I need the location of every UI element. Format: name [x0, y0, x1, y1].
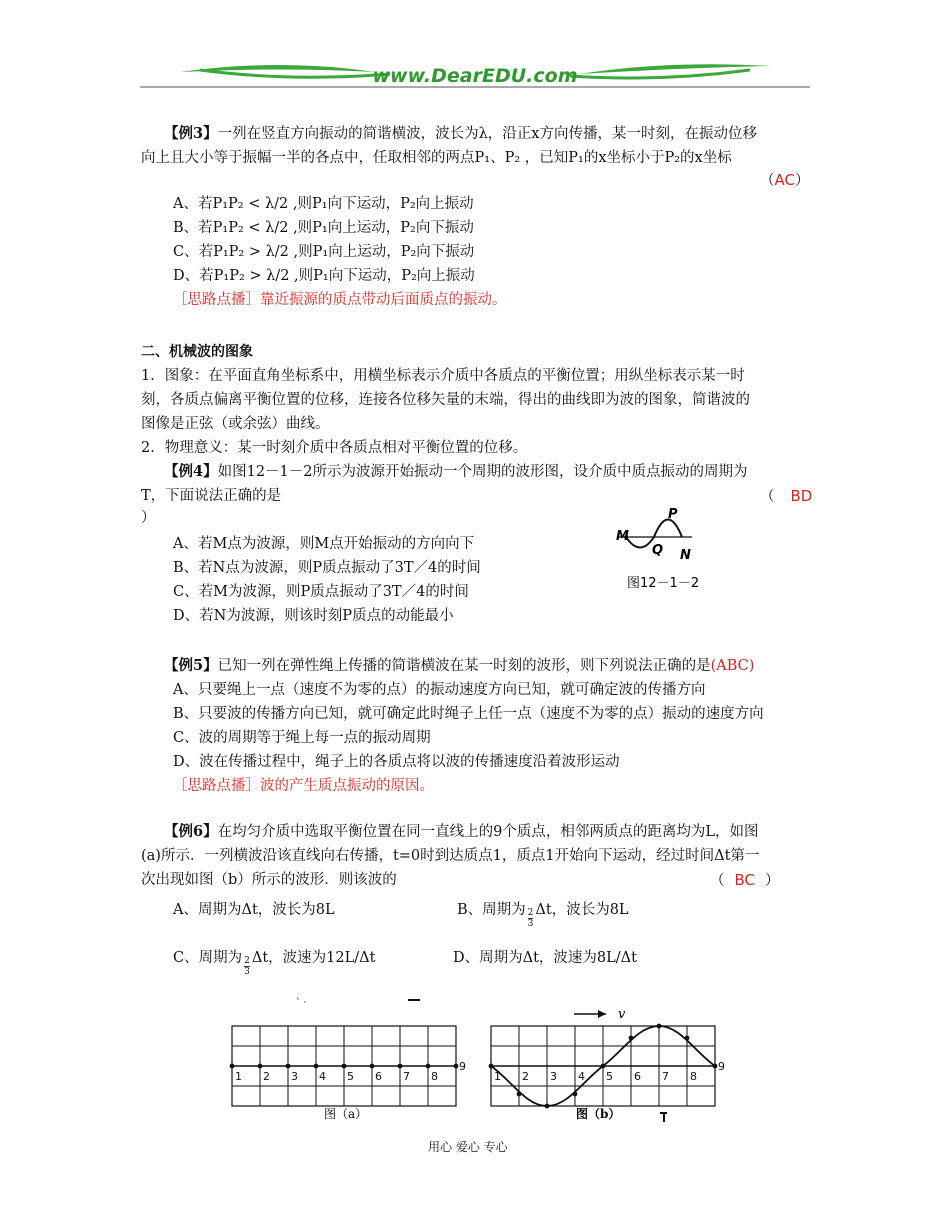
point-label: 5	[606, 1070, 613, 1083]
footer-text: 用心 爱心 专心	[428, 1140, 508, 1154]
point-label: 1	[494, 1070, 501, 1083]
point-label: 8	[690, 1070, 697, 1083]
ex4-option-a: A、若M点为波源，则M点开始振动的方向向下	[173, 536, 475, 552]
ex3-option-d: D、若P₁P₂ > λ/2 ,则P₁向下运动，P₂向上振动	[173, 268, 475, 284]
ex5-option-a: A、只要绳上一点（速度不为零的点）的振动速度方向已知，就可确定波的传播方向	[173, 682, 706, 698]
point-label: 5	[347, 1070, 354, 1083]
point-label: 6	[634, 1070, 641, 1083]
point-label: 2	[522, 1070, 529, 1083]
ex3-stem-line2: 向上且大小等于振幅一半的各点中，任取相邻的两点P₁、P₂ ，已知P₁的x坐标小于P₂的x坐标	[141, 150, 732, 166]
ex5-hint: ［思路点播］波的产生质点振动的原因。	[173, 778, 434, 794]
point-label: 1	[235, 1070, 242, 1083]
ex4-option-d: D、若N为波源，则该时刻P质点的动能最小	[173, 608, 454, 624]
point-label: 7	[662, 1070, 669, 1083]
ex3-stem-line1: 【例3】一列在竖直方向振动的简谐横波，波长为λ，沿正x方向传播，某一时刻，在振动位移	[164, 125, 757, 142]
ex6-figure-b	[488, 996, 733, 1126]
point-label: 7	[403, 1070, 410, 1083]
ex6-figure-a	[228, 996, 468, 1126]
ex4-answer: （ BD	[760, 487, 813, 505]
section-p1-line1: 1．图象：在平面直角坐标系中，用横坐标表示介质中各质点的平衡位置；用纵坐标表示某一时	[141, 368, 745, 384]
ex5-stem: 【例5】已知一列在弹性绳上传播的简谐横波在某一时刻的波形，则下列说法正确的是(ABC)	[164, 657, 755, 674]
section-p1-line3: 图像是正弦（或余弦）曲线。	[141, 416, 330, 432]
point-label: 3	[550, 1070, 557, 1083]
point-label: 8	[431, 1070, 438, 1083]
point-label: 3	[291, 1070, 298, 1083]
ex3-option-a: A、若P₁P₂ < λ/2 ,则P₁向下运动，P₂向上振动	[173, 196, 474, 212]
ex3-answer: （AC）	[760, 171, 810, 189]
ex4-stem-line2: T，下面说法正确的是	[141, 488, 282, 504]
point-label: 4	[578, 1070, 585, 1083]
ex6-stem-line3: 次出现如图（b）所示的波形．则该波的	[141, 872, 397, 888]
header-banner	[140, 58, 810, 90]
ex3-option-b: B、若P₁P₂ < λ/2 ,则P₁向上运动，P₂向下振动	[173, 220, 474, 236]
ex3-option-c: C、若P₁P₂ > λ/2 ,则P₁向上运动，P₂向下振动	[173, 244, 475, 260]
point-label: 9	[718, 1060, 725, 1073]
point-label: 6	[375, 1070, 382, 1083]
ex6-option-c: C、周期为 $\frac{2}{3}$ Δt，波速为12L/Δt	[173, 950, 376, 977]
ex6-option-b: B、周期为 $\frac{2}{3}$ Δt，波长为8L	[457, 902, 629, 929]
ex4-option-c: C、若M为波源，则P质点振动了3T／4的时间	[173, 584, 469, 600]
section-title: 二、机械波的图象	[141, 344, 253, 360]
ex4-stem-line1: 【例4】如图12－1－2所示为波源开始振动一个周期的波形图，设介质中质点振动的周期为	[164, 463, 748, 480]
svg-text:` ·: ` ·	[296, 998, 307, 1008]
ex3-hint: ［思路点播］靠近振源的质点带动后面质点的振动。	[173, 292, 507, 308]
fraction-two-thirds: $\frac{2}{3}$	[527, 907, 534, 929]
ex6-option-d: D、周期为Δt，波速为8L/Δt	[453, 950, 637, 966]
label-n: N	[680, 548, 691, 563]
ex5-answer: (ABC)	[710, 658, 755, 674]
ex5-option-c: C、波的周期等于绳上每一点的振动周期	[173, 730, 431, 746]
section-p2: 2．物理意义：某一时刻介质中各质点相对平衡位置的位移。	[141, 440, 528, 456]
section-p1-line2: 刻，各质点偏离平衡位置的位移，连接各位移矢量的末端，得出的曲线即为波的图象，简谐波的	[141, 392, 750, 408]
point-label: 4	[319, 1070, 326, 1083]
velocity-label: v	[618, 1007, 626, 1022]
site-logo-text: www.DearEDU.com	[372, 65, 578, 87]
point-label: 2	[263, 1070, 270, 1083]
ex5-option-b: B、只要波的传播方向已知，就可确定此时绳子上任一点（速度不为零的点）振动的速度方向	[173, 706, 764, 722]
point-label: 9	[459, 1060, 466, 1073]
ex5-option-d: D、波在传播过程中，绳子上的各质点将以波的传播速度沿着波形运动	[173, 754, 620, 770]
label-q: Q	[652, 543, 664, 558]
ex6-option-a: A、周期为Δt，波长为8L	[173, 902, 335, 918]
fraction-two-thirds: $\frac{2}{3}$	[244, 955, 250, 977]
ex6-stem-line1: 【例6】在均匀介质中选取平衡位置在同一直线上的9个质点，相邻两质点的距离均为L，如图	[164, 823, 759, 840]
label-m: M	[616, 529, 629, 544]
ex4-figure-caption: 图12－1－2	[627, 576, 700, 591]
figure-a-caption: 图（a）	[324, 1107, 368, 1121]
label-p: P	[668, 507, 678, 522]
ex6-answer: （ BC ）	[710, 871, 780, 889]
ex4-option-b: B、若N点为波源，则P质点振动了3T／4的时间	[173, 560, 481, 576]
ex6-stem-line2: (a)所示．一列横波沿该直线向右传播，t=0时到达质点1，质点1开始向下运动，经过时间Δt第一	[141, 848, 760, 864]
ex4-wave-figure	[612, 500, 722, 595]
figure-b-caption: 图（b）	[576, 1107, 621, 1121]
ex4-answer-close: ）	[141, 510, 156, 526]
